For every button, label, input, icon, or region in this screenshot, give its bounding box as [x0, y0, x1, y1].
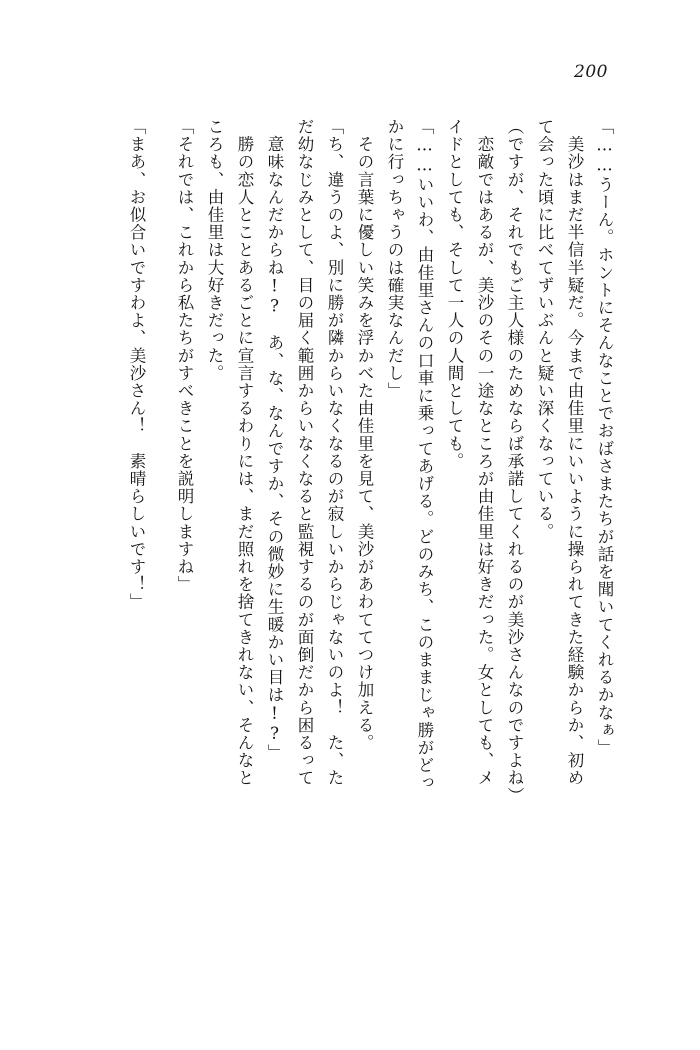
text-column: 意味なんだからね!? あ、な、なんですか、その微妙に生暖かい目は!?」 [265, 118, 284, 762]
vertical-text-body [62, 118, 612, 908]
text-column: 勝の恋人とことあるごとに宣言するわりには、まだ照れを捨てきれない、そんなと [235, 118, 254, 787]
text-column: イドとしても、そして一人の人間としても。 [445, 118, 464, 470]
text-column: 「ち、違うのよ、別に勝が隣からいなくなるのが寂しいからじゃないのよ！ た、た [325, 118, 344, 787]
text-column: 恋敵ではあるが、美沙のその一途なところが由佳里は好きだった。女としても、メ [475, 118, 494, 787]
text-column: 「まあ、お似合いですわよ、美沙さん！ 素晴らしいです！」 [127, 118, 146, 611]
text-column: だ幼なじみとして、目の届く範囲からいなくなると監視するのが面倒だから困るって [295, 118, 314, 787]
text-column: 「……うーん。ホントにそんなことでおばさまたちが話を聞いてくれるかなぁ」 [595, 118, 614, 757]
page-number: 200 [574, 62, 608, 82]
text-column: ころも、由佳里は大好きだった。 [205, 118, 224, 382]
text-column: 美沙はまだ半信半疑だ。今まで由佳里にいいように操られてきた経験からか、初め [565, 118, 584, 787]
text-column: 「……いいわ、由佳里さんの口車に乗ってあげる。どのみち、このままじゃ勝がどっ [415, 118, 434, 792]
column-gap [144, 118, 162, 119]
text-column: 「それでは、これから私たちがすべきことを説明しますね」 [175, 118, 194, 594]
text-column: かに行っちゃうのは確実なんだし」 [385, 118, 404, 400]
text-column: て会った頃に比べてずいぶんと疑い深くなっている。 [535, 118, 554, 541]
text-column: （ですが、それでもご主人様のためならば承諾してくれるのが美沙さんなのですよね） [505, 118, 524, 805]
text-column: その言葉に優しい笑みを浮かべた由佳里を見て、美沙があわててつけ加える。 [355, 118, 374, 752]
